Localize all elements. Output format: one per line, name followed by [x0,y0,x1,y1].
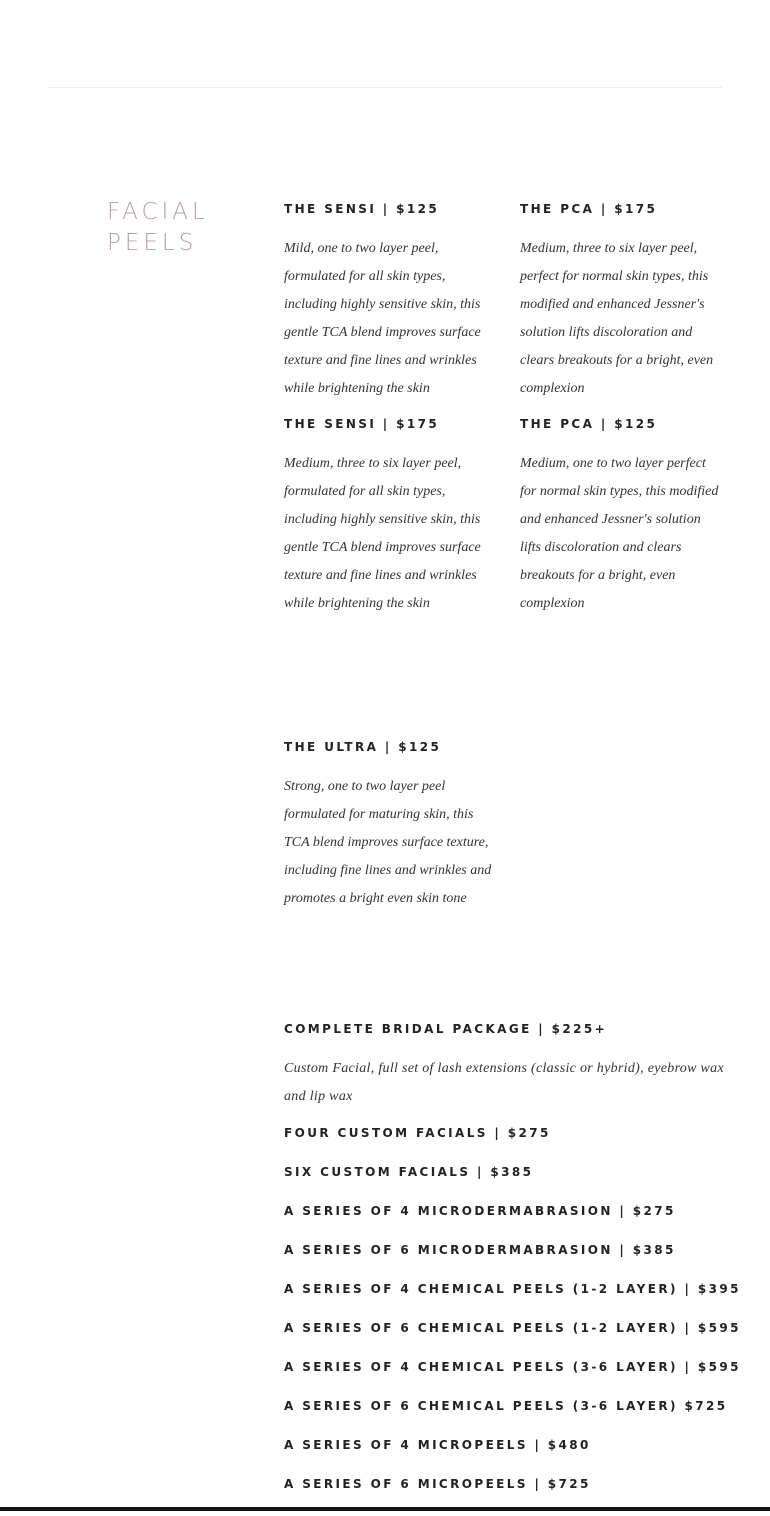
package-item: A SERIES OF 4 CHEMICAL PEELS (3-6 LAYER) | $595 [284,1360,741,1374]
package-item: A SERIES OF 4 MICROPEELS | $480 [284,1438,591,1452]
package-item: A SERIES OF 6 MICRODERMABRASION | $385 [284,1243,676,1257]
package-item: A SERIES OF 6 CHEMICAL PEELS (1-2 LAYER) | $595 [284,1321,741,1335]
section-title-line1: FACIAL [107,199,209,225]
peel-description: Medium, one to two layer perfect for normal skin types, this modified and enhanced Jessner's solution lifts discoloration and clears breakouts for a bright, even complexion [520,456,719,611]
package-list [284,1126,741,1491]
bridal-package-description: Custom Facial, full set of lash extensions (classic or hybrid), eyebrow wax and lip wax [284,1061,724,1104]
package-item: A SERIES OF 6 MICROPEELS | $725 [284,1477,591,1491]
peel-item [284,417,496,618]
package-item: SIX CUSTOM FACIALS | $385 [284,1165,534,1179]
bottom-bar [0,1507,770,1511]
ultra-peel [284,740,496,913]
peel-title: THE PCA | $175 [520,202,658,216]
peel-description: Medium, three to six layer peel, perfect for normal skin types, this modified and enhanced Jessner's solution lifts discoloration and clears breakouts for a bright, even complexion [520,241,714,396]
packages-section [284,1022,741,1516]
peel-title: THE ULTRA | $125 [284,740,442,754]
top-divider [48,87,722,88]
peel-description: Mild, one to two layer peel, formulated for all skin types, including highly sensitive skin, this gentle TCA blend improves surface texture and fine lines and wrinkles while brightening the skin [284,241,481,396]
package-item: FOUR CUSTOM FACIALS | $275 [284,1126,551,1140]
peel-title: THE SENSI | $175 [284,417,440,431]
peel-description: Strong, one to two layer peel formulated for maturing skin, this TCA blend improves surface texture, including fine lines and wrinkles and promotes a bright even skin tone [284,779,492,906]
bridal-package-title: COMPLETE BRIDAL PACKAGE | $225+ [284,1022,608,1036]
peel-item [284,202,496,403]
section-title [107,197,267,259]
package-item: A SERIES OF 4 CHEMICAL PEELS (1-2 LAYER) | $395 [284,1282,741,1296]
peel-description: Medium, three to six layer peel, formulated for all skin types, including highly sensitive skin, this gentle TCA blend improves surface texture and fine lines and wrinkles while brightening the skin [284,456,481,611]
peel-item [520,417,725,618]
peel-title: THE SENSI | $125 [284,202,440,216]
peels-right-column [520,202,725,618]
peels-left-column [284,202,496,618]
package-item: A SERIES OF 4 MICRODERMABRASION | $275 [284,1204,676,1218]
peel-item [520,202,725,403]
section-title-line2: PEELS [107,230,198,256]
package-item: A SERIES OF 6 CHEMICAL PEELS (3-6 LAYER) $725 [284,1399,728,1413]
peel-title: THE PCA | $125 [520,417,658,431]
